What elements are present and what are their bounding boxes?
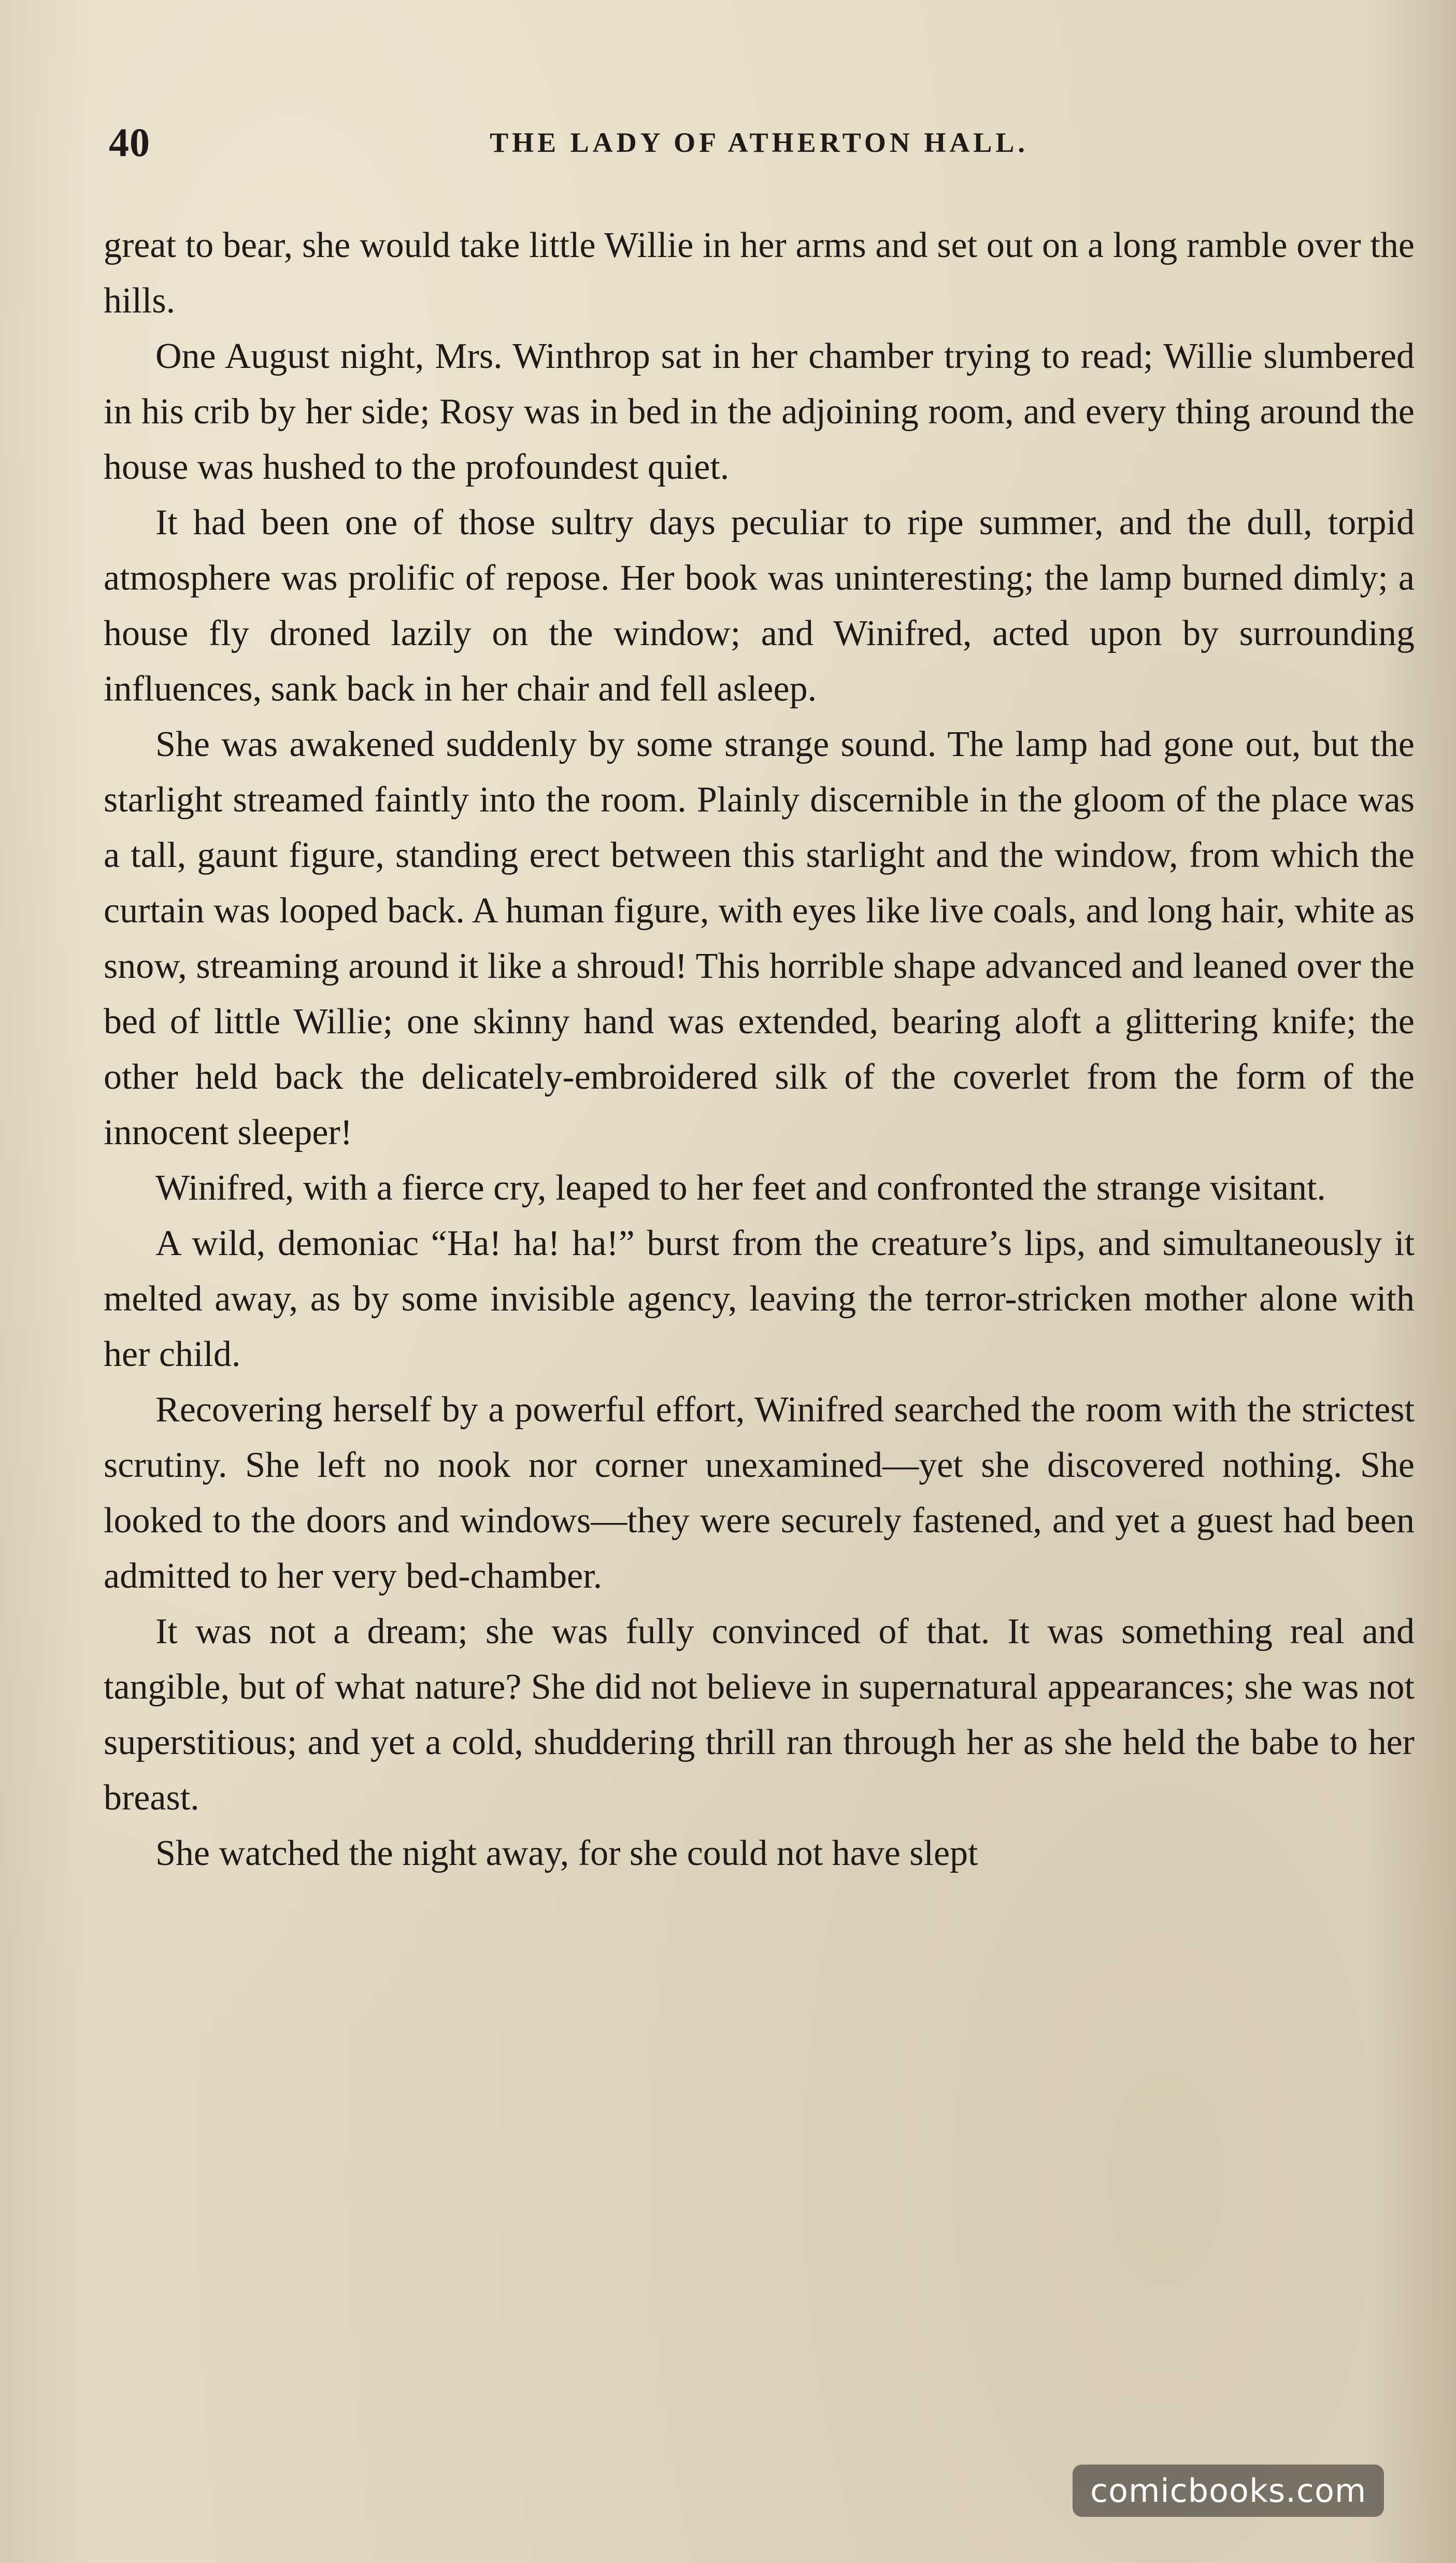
paragraph-last-line: She watched the night away, for she could not have slept (155, 1833, 978, 1873)
paragraph-continued: great to bear, she would take little Willie in her arms and set out on a long ramble over the hills. (104, 225, 1415, 321)
paragraph: It was not a dream; she was fully convinced of that. It was something real and tangible, but of what nature? She did not believe in supernatural appearances; she was not superstitious; and yet a cold, shuddering thrill ran through her as she held the babe to her breast. (104, 1612, 1415, 1818)
running-title: THE LADY OF ATHERTON HALL. (490, 127, 1029, 158)
paragraph: Recovering herself by a powerful effort, Winifred searched the room with the strictest scrutiny. She left no nook nor corner unexamined—yet she discovered nothing. She looked to the doors and windows—they were securely fastened, and yet a guest had been admitted to her very bed-chamber. (104, 1390, 1415, 1596)
paragraph: She was awakened suddenly by some strange sound. The lamp had gone out, but the starlight streamed faintly into the room. Plainly discernible in the gloom of the place was a tall, gaunt figure, standing erect between this starlight and the window, from which the curtain was looped back. A human figure, with eyes like live coals, and long hair, white as snow, streaming around it like a shroud! This horrible shape advanced and leaned over the bed of little Willie; one skinny hand was extended, bearing aloft a glittering knife; the other held back the delicately-embroidered silk of the coverlet from the form of the innocent sleeper! (104, 724, 1415, 1152)
paragraph: One August night, Mrs. Winthrop sat in her chamber trying to read; Willie slumbered in his crib by her side; Rosy was in bed in the adjoining room, and every thing around the house was hushed to the profoundest quiet. (104, 336, 1415, 487)
watermark: comicbooks.com (1073, 2465, 1384, 2517)
running-head (104, 119, 1415, 166)
paragraph: It had been one of those sultry days peculiar to ripe summer, and the dull, torpid atmosphere was prolific of repose. Her book was uninteresting; the lamp burned dimly; a house fly droned lazily on the window; and Winifred, acted upon by surrounding influences, sank back in her chair and fell asleep. (104, 503, 1415, 709)
book-page (104, 104, 1415, 2487)
body-text (104, 218, 1415, 1881)
page-number: 40 (109, 120, 150, 165)
paragraph: Winifred, with a fierce cry, leaped to her feet and confronted the strange visitant. (155, 1168, 1326, 1208)
paragraph: A wild, demoniac “Ha! ha! ha!” burst from the creature’s lips, and simultaneously it melted away, as by some invisible agency, leaving the terror-stricken mother alone with her child. (104, 1223, 1415, 1374)
